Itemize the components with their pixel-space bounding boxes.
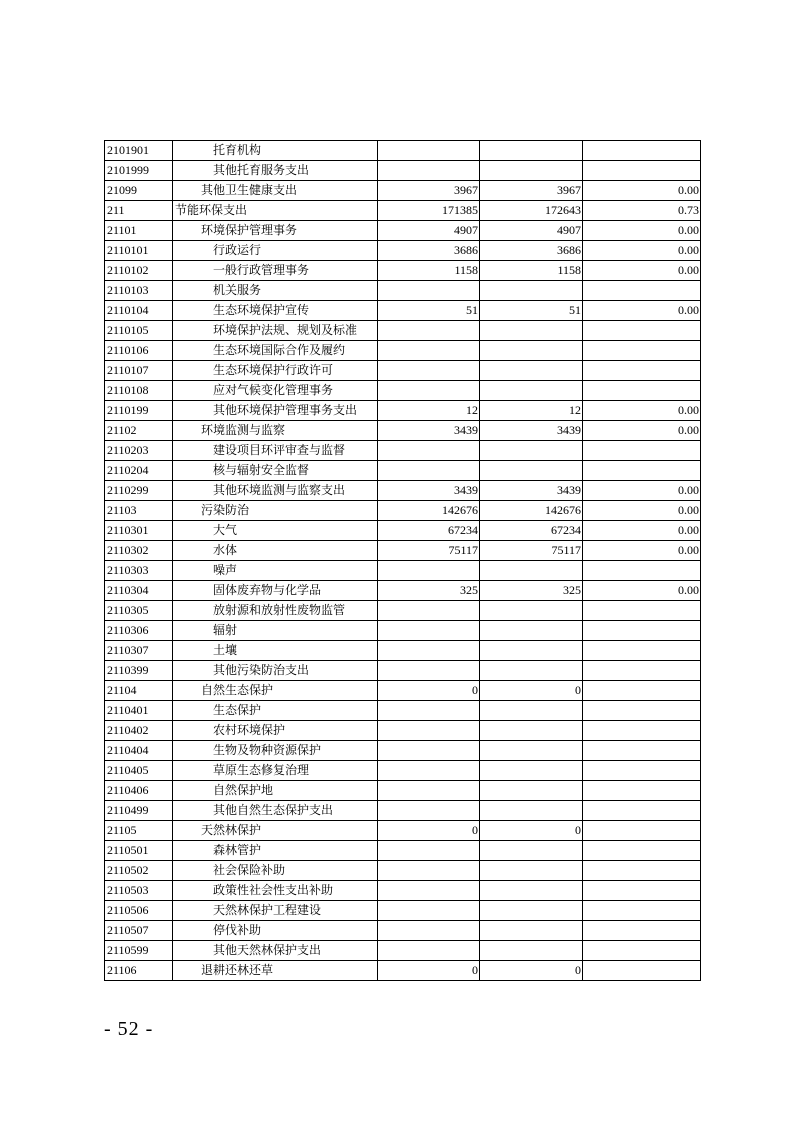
row-value-1 xyxy=(378,921,480,941)
row-name: 节能环保支出 xyxy=(173,201,378,221)
row-value-2 xyxy=(480,461,583,481)
row-value-1: 51 xyxy=(378,301,480,321)
table-row xyxy=(105,801,701,821)
row-name: 固体废弃物与化学品 xyxy=(173,581,378,601)
table-row xyxy=(105,681,701,701)
row-value-1 xyxy=(378,321,480,341)
row-value-1 xyxy=(378,761,480,781)
row-value-3 xyxy=(583,381,701,401)
row-value-1 xyxy=(378,161,480,181)
row-value-3: 0.00 xyxy=(583,181,701,201)
row-value-1: 3967 xyxy=(378,181,480,201)
row-value-2 xyxy=(480,741,583,761)
row-code: 21105 xyxy=(105,821,173,841)
row-code: 2110304 xyxy=(105,581,173,601)
row-name: 托育机构 xyxy=(173,141,378,161)
row-value-2: 3439 xyxy=(480,481,583,501)
row-value-1 xyxy=(378,861,480,881)
row-name: 社会保险补助 xyxy=(173,861,378,881)
row-value-2 xyxy=(480,141,583,161)
row-value-2 xyxy=(480,781,583,801)
row-value-3 xyxy=(583,781,701,801)
row-value-2 xyxy=(480,701,583,721)
table-body xyxy=(105,141,701,981)
row-value-1 xyxy=(378,641,480,661)
row-value-1 xyxy=(378,941,480,961)
row-value-3: 0.00 xyxy=(583,501,701,521)
row-code: 2110599 xyxy=(105,941,173,961)
row-name: 其他环境保护管理事务支出 xyxy=(173,401,378,421)
row-value-2: 12 xyxy=(480,401,583,421)
row-value-2: 75117 xyxy=(480,541,583,561)
row-value-3: 0.73 xyxy=(583,201,701,221)
row-value-2: 0 xyxy=(480,961,583,981)
budget-table xyxy=(104,140,701,981)
row-code: 2110305 xyxy=(105,601,173,621)
row-value-3: 0.00 xyxy=(583,541,701,561)
row-value-3: 0.00 xyxy=(583,261,701,281)
row-name: 核与辐射安全监督 xyxy=(173,461,378,481)
row-value-3 xyxy=(583,461,701,481)
row-value-1 xyxy=(378,381,480,401)
row-name: 其他托育服务支出 xyxy=(173,161,378,181)
row-value-3 xyxy=(583,681,701,701)
row-value-2 xyxy=(480,561,583,581)
row-value-3 xyxy=(583,741,701,761)
table-row xyxy=(105,221,701,241)
row-value-3: 0.00 xyxy=(583,421,701,441)
table-row xyxy=(105,941,701,961)
row-name: 噪声 xyxy=(173,561,378,581)
row-code: 2110507 xyxy=(105,921,173,941)
row-name: 森林管护 xyxy=(173,841,378,861)
row-value-2 xyxy=(480,161,583,181)
row-value-1: 75117 xyxy=(378,541,480,561)
row-name: 建设项目环评审查与监督 xyxy=(173,441,378,461)
row-value-1 xyxy=(378,801,480,821)
row-code: 2110499 xyxy=(105,801,173,821)
row-value-1: 142676 xyxy=(378,501,480,521)
row-value-1 xyxy=(378,561,480,581)
row-value-1: 4907 xyxy=(378,221,480,241)
row-value-3 xyxy=(583,621,701,641)
table-row xyxy=(105,381,701,401)
row-value-3 xyxy=(583,341,701,361)
table-row xyxy=(105,761,701,781)
row-value-2 xyxy=(480,901,583,921)
row-name: 自然保护地 xyxy=(173,781,378,801)
table-row xyxy=(105,501,701,521)
row-value-1 xyxy=(378,901,480,921)
table-row xyxy=(105,721,701,741)
row-name: 其他环境监测与监察支出 xyxy=(173,481,378,501)
row-code: 2110402 xyxy=(105,721,173,741)
row-value-1 xyxy=(378,141,480,161)
row-value-2 xyxy=(480,761,583,781)
table-row xyxy=(105,701,701,721)
row-value-3 xyxy=(583,701,701,721)
row-code: 2110104 xyxy=(105,301,173,321)
row-value-3 xyxy=(583,321,701,341)
row-name: 一般行政管理事务 xyxy=(173,261,378,281)
row-value-3 xyxy=(583,901,701,921)
row-value-3: 0.00 xyxy=(583,581,701,601)
row-code: 2110203 xyxy=(105,441,173,461)
row-name: 放射源和放射性废物监管 xyxy=(173,601,378,621)
row-value-1 xyxy=(378,441,480,461)
row-code: 21103 xyxy=(105,501,173,521)
table-row xyxy=(105,341,701,361)
row-value-2 xyxy=(480,381,583,401)
table-row xyxy=(105,461,701,481)
row-value-3 xyxy=(583,961,701,981)
table-row xyxy=(105,361,701,381)
row-name: 大气 xyxy=(173,521,378,541)
row-name: 土壤 xyxy=(173,641,378,661)
row-code: 2110204 xyxy=(105,461,173,481)
row-value-2 xyxy=(480,801,583,821)
row-value-1: 67234 xyxy=(378,521,480,541)
row-value-1 xyxy=(378,701,480,721)
row-code: 2110503 xyxy=(105,881,173,901)
row-value-2: 3967 xyxy=(480,181,583,201)
row-name: 其他污染防治支出 xyxy=(173,661,378,681)
row-value-3 xyxy=(583,361,701,381)
table-row xyxy=(105,441,701,461)
row-value-2 xyxy=(480,861,583,881)
row-value-2 xyxy=(480,361,583,381)
table-row xyxy=(105,901,701,921)
table-row xyxy=(105,821,701,841)
row-code: 2110405 xyxy=(105,761,173,781)
row-code: 2110301 xyxy=(105,521,173,541)
row-name: 环境保护管理事务 xyxy=(173,221,378,241)
table-row xyxy=(105,781,701,801)
page-number: - 52 - xyxy=(104,1018,154,1040)
row-name: 生态环境保护宣传 xyxy=(173,301,378,321)
row-code: 2101901 xyxy=(105,141,173,161)
row-value-3: 0.00 xyxy=(583,241,701,261)
row-value-3: 0.00 xyxy=(583,221,701,241)
table-row xyxy=(105,541,701,561)
row-value-3 xyxy=(583,281,701,301)
row-value-2: 3686 xyxy=(480,241,583,261)
table-row xyxy=(105,861,701,881)
row-code: 2110102 xyxy=(105,261,173,281)
row-value-2: 325 xyxy=(480,581,583,601)
row-value-1: 171385 xyxy=(378,201,480,221)
row-value-1 xyxy=(378,661,480,681)
row-value-1: 3439 xyxy=(378,421,480,441)
row-code: 2110501 xyxy=(105,841,173,861)
table-row xyxy=(105,561,701,581)
row-name: 停伐补助 xyxy=(173,921,378,941)
table-row xyxy=(105,621,701,641)
row-value-3 xyxy=(583,601,701,621)
row-value-1: 0 xyxy=(378,961,480,981)
row-value-2 xyxy=(480,441,583,461)
row-name: 污染防治 xyxy=(173,501,378,521)
table-row xyxy=(105,421,701,441)
row-value-3 xyxy=(583,561,701,581)
row-code: 2110399 xyxy=(105,661,173,681)
table-row xyxy=(105,641,701,661)
row-name: 机关服务 xyxy=(173,281,378,301)
row-value-1 xyxy=(378,601,480,621)
row-value-2 xyxy=(480,661,583,681)
row-value-1: 325 xyxy=(378,581,480,601)
row-name: 其他自然生态保护支出 xyxy=(173,801,378,821)
row-code: 2110303 xyxy=(105,561,173,581)
row-value-2: 4907 xyxy=(480,221,583,241)
row-value-1: 3439 xyxy=(378,481,480,501)
row-value-1: 1158 xyxy=(378,261,480,281)
row-name: 水体 xyxy=(173,541,378,561)
table-row xyxy=(105,301,701,321)
table-row xyxy=(105,921,701,941)
table-row xyxy=(105,281,701,301)
row-value-2 xyxy=(480,341,583,361)
row-value-2 xyxy=(480,841,583,861)
row-value-1 xyxy=(378,881,480,901)
row-value-3 xyxy=(583,801,701,821)
row-name: 生态保护 xyxy=(173,701,378,721)
row-value-1 xyxy=(378,361,480,381)
row-value-3 xyxy=(583,941,701,961)
row-name: 天然林保护 xyxy=(173,821,378,841)
row-value-1 xyxy=(378,721,480,741)
table-row xyxy=(105,161,701,181)
row-value-2: 0 xyxy=(480,821,583,841)
row-value-2 xyxy=(480,641,583,661)
row-value-1 xyxy=(378,781,480,801)
row-name: 政策性社会性支出补助 xyxy=(173,881,378,901)
table-row xyxy=(105,741,701,761)
row-code: 21104 xyxy=(105,681,173,701)
row-code: 2110108 xyxy=(105,381,173,401)
row-value-2 xyxy=(480,941,583,961)
table-row xyxy=(105,601,701,621)
row-name: 辐射 xyxy=(173,621,378,641)
row-value-3 xyxy=(583,861,701,881)
table-row xyxy=(105,961,701,981)
row-value-2 xyxy=(480,321,583,341)
row-code: 2110107 xyxy=(105,361,173,381)
table-row xyxy=(105,141,701,161)
row-name: 其他天然林保护支出 xyxy=(173,941,378,961)
row-value-3 xyxy=(583,721,701,741)
row-code: 2110306 xyxy=(105,621,173,641)
row-value-3 xyxy=(583,141,701,161)
table-row xyxy=(105,201,701,221)
row-value-3 xyxy=(583,881,701,901)
row-value-3: 0.00 xyxy=(583,481,701,501)
row-value-2: 172643 xyxy=(480,201,583,221)
table-row xyxy=(105,481,701,501)
row-code: 2110105 xyxy=(105,321,173,341)
table-row xyxy=(105,241,701,261)
row-code: 2110406 xyxy=(105,781,173,801)
row-value-1 xyxy=(378,341,480,361)
row-value-1: 12 xyxy=(378,401,480,421)
row-value-3 xyxy=(583,761,701,781)
row-code: 2110199 xyxy=(105,401,173,421)
row-value-2: 0 xyxy=(480,681,583,701)
row-value-2 xyxy=(480,921,583,941)
row-value-2: 51 xyxy=(480,301,583,321)
row-value-3 xyxy=(583,821,701,841)
row-value-1 xyxy=(378,281,480,301)
row-value-3 xyxy=(583,441,701,461)
row-code: 2110106 xyxy=(105,341,173,361)
row-value-1: 0 xyxy=(378,821,480,841)
row-code: 21101 xyxy=(105,221,173,241)
row-name: 应对气候变化管理事务 xyxy=(173,381,378,401)
row-value-3: 0.00 xyxy=(583,401,701,421)
row-value-3 xyxy=(583,641,701,661)
row-value-2 xyxy=(480,721,583,741)
row-code: 2110101 xyxy=(105,241,173,261)
row-value-2: 67234 xyxy=(480,521,583,541)
row-value-1 xyxy=(378,621,480,641)
row-name: 环境保护法规、规划及标准 xyxy=(173,321,378,341)
row-value-1 xyxy=(378,461,480,481)
row-name: 生态环境保护行政许可 xyxy=(173,361,378,381)
row-value-2 xyxy=(480,601,583,621)
row-name: 自然生态保护 xyxy=(173,681,378,701)
table-row xyxy=(105,841,701,861)
row-name: 环境监测与监察 xyxy=(173,421,378,441)
table-row xyxy=(105,181,701,201)
row-code: 2110307 xyxy=(105,641,173,661)
table-row xyxy=(105,881,701,901)
row-value-2: 1158 xyxy=(480,261,583,281)
row-code: 2110404 xyxy=(105,741,173,761)
table-row xyxy=(105,401,701,421)
row-code: 21102 xyxy=(105,421,173,441)
row-name: 天然林保护工程建设 xyxy=(173,901,378,921)
row-value-1 xyxy=(378,741,480,761)
row-value-3 xyxy=(583,161,701,181)
row-code: 2101999 xyxy=(105,161,173,181)
row-value-1 xyxy=(378,841,480,861)
row-code: 211 xyxy=(105,201,173,221)
row-code: 2110401 xyxy=(105,701,173,721)
row-name: 生物及物种资源保护 xyxy=(173,741,378,761)
row-code: 2110302 xyxy=(105,541,173,561)
row-value-1: 0 xyxy=(378,681,480,701)
row-code: 2110299 xyxy=(105,481,173,501)
row-value-3 xyxy=(583,661,701,681)
table-row xyxy=(105,581,701,601)
row-value-2 xyxy=(480,881,583,901)
row-value-2: 142676 xyxy=(480,501,583,521)
row-value-2 xyxy=(480,621,583,641)
table-row xyxy=(105,521,701,541)
row-value-3 xyxy=(583,921,701,941)
row-value-2 xyxy=(480,281,583,301)
row-code: 2110506 xyxy=(105,901,173,921)
row-code: 2110103 xyxy=(105,281,173,301)
row-name: 其他卫生健康支出 xyxy=(173,181,378,201)
table-row xyxy=(105,261,701,281)
row-value-2: 3439 xyxy=(480,421,583,441)
row-value-1: 3686 xyxy=(378,241,480,261)
row-code: 21099 xyxy=(105,181,173,201)
row-code: 21106 xyxy=(105,961,173,981)
row-name: 农村环境保护 xyxy=(173,721,378,741)
table-row xyxy=(105,321,701,341)
row-code: 2110502 xyxy=(105,861,173,881)
row-name: 行政运行 xyxy=(173,241,378,261)
row-name: 草原生态修复治理 xyxy=(173,761,378,781)
row-value-3: 0.00 xyxy=(583,521,701,541)
row-name: 退耕还林还草 xyxy=(173,961,378,981)
table-row xyxy=(105,661,701,681)
row-name: 生态环境国际合作及履约 xyxy=(173,341,378,361)
row-value-3: 0.00 xyxy=(583,301,701,321)
row-value-3 xyxy=(583,841,701,861)
